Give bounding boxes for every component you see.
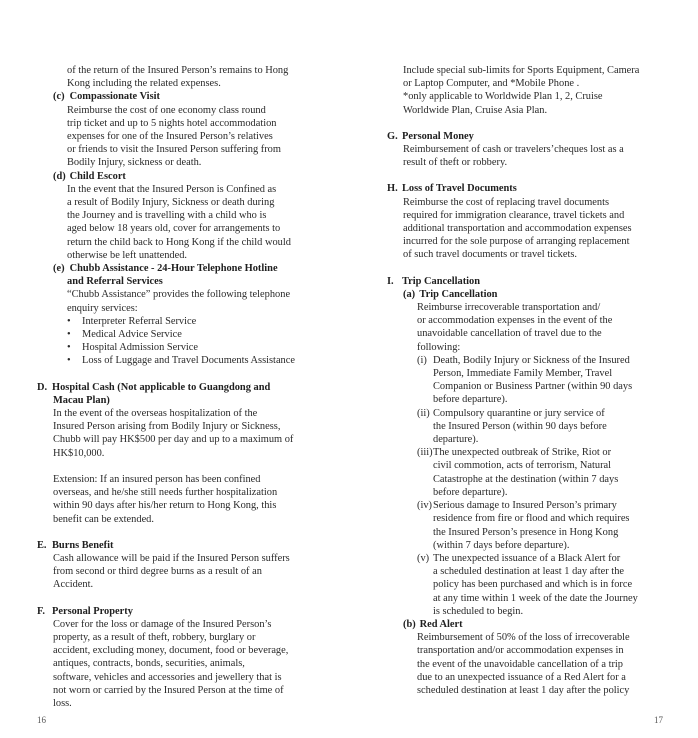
text-line: departure). (433, 434, 479, 446)
left-column (37, 64, 327, 710)
text-line: HK$10,000. (53, 447, 105, 459)
section-label: F. (37, 605, 45, 617)
text-line: In the event that the Insured Person is Confined as (67, 183, 277, 195)
page-number-right: 17 (654, 715, 663, 725)
subsection-title-cont: and Referral Services (67, 276, 163, 288)
subsection-label: (d) (53, 170, 66, 182)
section-title-cont: Macau Plan) (53, 394, 110, 406)
text-line: Kong including the related expenses. (67, 78, 221, 90)
section-label: E. (37, 539, 47, 551)
subsection-title: Trip Cancellation (419, 288, 498, 300)
text-line: Bodily Injury, sickness or death. (67, 157, 202, 169)
subsection-label: (a) (403, 288, 416, 300)
text-line: Companion or Business Partner (within 90 days (433, 381, 633, 393)
text-line: the Journey and is travelling with a child who is (67, 210, 267, 222)
section-title: Burns Benefit (52, 539, 114, 551)
text-line: before departure). (433, 486, 508, 498)
cancellation-item (417, 499, 669, 552)
text-line: “Chubb Assistance” provides the following telephone (67, 289, 291, 301)
subsection-title: Chubb Assistance - 24-Hour Telephone Hotline (69, 263, 278, 275)
item-number: (v) (417, 552, 430, 564)
text-line: Reimburse the cost of replacing travel documents (403, 196, 610, 208)
subsection-label: (e) (53, 263, 65, 275)
text-line: the Insured Person’s presence in Hong Kong (433, 526, 619, 538)
item-number: (iv) (417, 500, 433, 512)
text-line: Reimbursement of 50% of the loss of irrecoverable (417, 632, 630, 644)
cancellation-item (417, 552, 669, 618)
text-line: not worn or carried by the Insured Person at the time of (53, 684, 284, 696)
section-label: D. (37, 381, 48, 393)
text-line: or accommodation expenses in the event of the (417, 315, 613, 327)
text-line: of such travel documents or travel tickets. (403, 249, 577, 261)
text-line: antiques, contracts, bonds, securities, animals, (53, 658, 245, 670)
text-line: Extension: If an insured person has been confined (53, 473, 261, 485)
subsection-label: (b) (403, 618, 416, 630)
text-line: accident, excluding money, document, food or beverage, (53, 645, 289, 657)
text-line: Person, Immediate Family Member, Travel (433, 368, 613, 380)
text-line: due to an unexpected issuance of a Red Alert for a (417, 671, 626, 683)
text-line: unavoidable cancellation of travel due to the (417, 328, 602, 340)
section-H-loss-of-travel-documents (387, 182, 669, 261)
subsection-title: Red Alert (419, 618, 463, 630)
text-line: Serious damage to Insured Person’s primary (433, 500, 617, 512)
text-line: additional transportation and accommodation expenses (403, 223, 632, 235)
text-line: from second or third degree burns as a result of an (53, 566, 262, 578)
text-line: the event of the unavoidable cancellation of a trip (417, 658, 623, 670)
text-line: Reimbursement of cash or travelers’cheques lost as a (403, 144, 624, 156)
item-number: (iii) (417, 447, 433, 459)
list-item: • Hospital Admission Service (67, 341, 327, 354)
section-I-trip-cancellation (387, 275, 669, 698)
section-title: Hospital Cash (Not applicable to Guangdong and (52, 381, 271, 393)
section-label: H. (387, 183, 398, 195)
subsection-label: (c) (53, 91, 65, 103)
text-line: Insured Person arising from Bodily Injury or Sickness, (53, 421, 281, 433)
text-line: residence from fire or flood and which requires (433, 513, 630, 525)
section-F-personal-property (37, 605, 327, 711)
subsection-title: Child Escort (69, 170, 126, 182)
text-line: a result of Bodily Injury, Sickness or death during (67, 197, 275, 209)
text-line: before departure). (433, 394, 508, 406)
section-label: I. (387, 275, 394, 287)
section-title: Trip Cancellation (402, 275, 481, 287)
list-item: • Interpreter Referral Service (67, 315, 327, 328)
text-line: software, vehicles and accessories and jewellery that is (53, 671, 282, 683)
text-line: Include special sub-limits for Sports Equipment, Camera (403, 65, 640, 76)
text-line: The unexpected issuance of a Black Alert for (433, 552, 621, 564)
text-line: Accident. (53, 579, 94, 591)
text-line: following: (417, 341, 461, 353)
text-line: Cover for the loss or damage of the Insured Person’s (53, 618, 272, 630)
section-label: G. (387, 130, 398, 142)
text-line: required for immigration clearance, travel tickets and (403, 209, 625, 221)
cancellation-item (417, 354, 669, 407)
right-column (387, 64, 669, 697)
text-line: otherwise be left unattended. (67, 249, 188, 261)
text-line: policy has been purchased and which is in force (433, 579, 633, 591)
text-line: property, as a result of theft, robbery, burglary or (53, 631, 256, 643)
section-D-hospital-cash (37, 381, 327, 526)
text-line: return the child back to Hong Kong if the child would (67, 236, 291, 248)
text-line: is scheduled to begin. (433, 605, 524, 617)
text-line: Worldwide Plan, Cruise Asia Plan. (403, 104, 548, 116)
text-line: within 90 days after his/her return to Hong Kong, this (53, 500, 277, 512)
cancellation-item (417, 446, 669, 499)
text-line: Death, Bodily Injury or Sickness of the Insured (433, 354, 630, 366)
section-e-chubb-assistance (37, 262, 327, 368)
text-line: Reimburse the cost of one economy class round (67, 104, 266, 116)
text-line: In the event of the overseas hospitalization of the (53, 408, 258, 420)
text-line: benefit can be extended. (53, 513, 154, 525)
text-line: The unexpected outbreak of Strike, Riot or (433, 447, 612, 459)
text-line: scheduled destination at least 1 day after the policy (417, 684, 630, 696)
text-line: the Insured Person (within 90 days before (433, 420, 607, 432)
text-line: Compulsory quarantine or jury service of (433, 407, 605, 419)
subsection-title: Compassionate Visit (69, 91, 160, 103)
text-line: a scheduled destination at least 1 day after the (433, 566, 624, 578)
left-intro (37, 64, 327, 90)
text-line: (within 7 days before departure). (433, 539, 570, 551)
text-line: Reimburse irrecoverable transportation and/ (417, 302, 601, 314)
section-c-compassionate-visit (37, 90, 327, 169)
text-line: or friends to visit the Insured Person suffering from (67, 144, 281, 156)
section-title: Loss of Travel Documents (402, 183, 517, 195)
text-line: expenses for one of the Insured Person’s relatives (67, 131, 273, 143)
right-intro (387, 64, 669, 117)
item-number: (i) (417, 354, 427, 366)
list-item: • Loss of Luggage and Travel Documents Assistance (67, 354, 327, 367)
text-line: at any time within 1 week of the date the Journey (433, 592, 638, 604)
section-title: Personal Money (402, 130, 474, 142)
text-line: transportation and/or accommodation expenses in (417, 645, 624, 657)
section-d-child-escort (37, 170, 327, 262)
section-G-personal-money (387, 130, 669, 170)
service-list (37, 315, 327, 368)
cancellation-item (417, 407, 669, 447)
text-line: of the return of the Insured Person’s remains to Hong (67, 65, 289, 76)
text-line: *only applicable to Worldwide Plan 1, 2, Cruise (403, 91, 603, 103)
text-line: trip ticket and up to 5 nights hotel accommodation (67, 117, 277, 129)
text-line: aged below 18 years old, cover for arrangements to (67, 223, 281, 235)
text-line: Catastrophe at the destination (within 7 days (433, 473, 619, 485)
page-number-left: 16 (37, 715, 46, 725)
text-line: Chubb will pay HK$500 per day and up to a maximum of (53, 434, 294, 446)
text-line: result of theft or robbery. (403, 157, 508, 169)
section-title: Personal Property (52, 605, 133, 617)
text-line: or Laptop Computer, and *Mobile Phone . (403, 78, 580, 90)
text-line: loss. (53, 697, 72, 709)
text-line: incurred for the sole purpose of arranging replacement (403, 236, 630, 248)
list-item: • Medical Advice Service (67, 328, 327, 341)
text-line: enquiry services: (67, 302, 138, 314)
item-number: (ii) (417, 407, 430, 419)
text-line: overseas, and he/she still needs further hospitalization (53, 487, 278, 499)
text-line: Cash allowance will be paid if the Insured Person suffers (53, 552, 290, 564)
section-E-burns-benefit (37, 539, 327, 592)
text-line: civil commotion, acts of terrorism, Natural (433, 460, 612, 472)
